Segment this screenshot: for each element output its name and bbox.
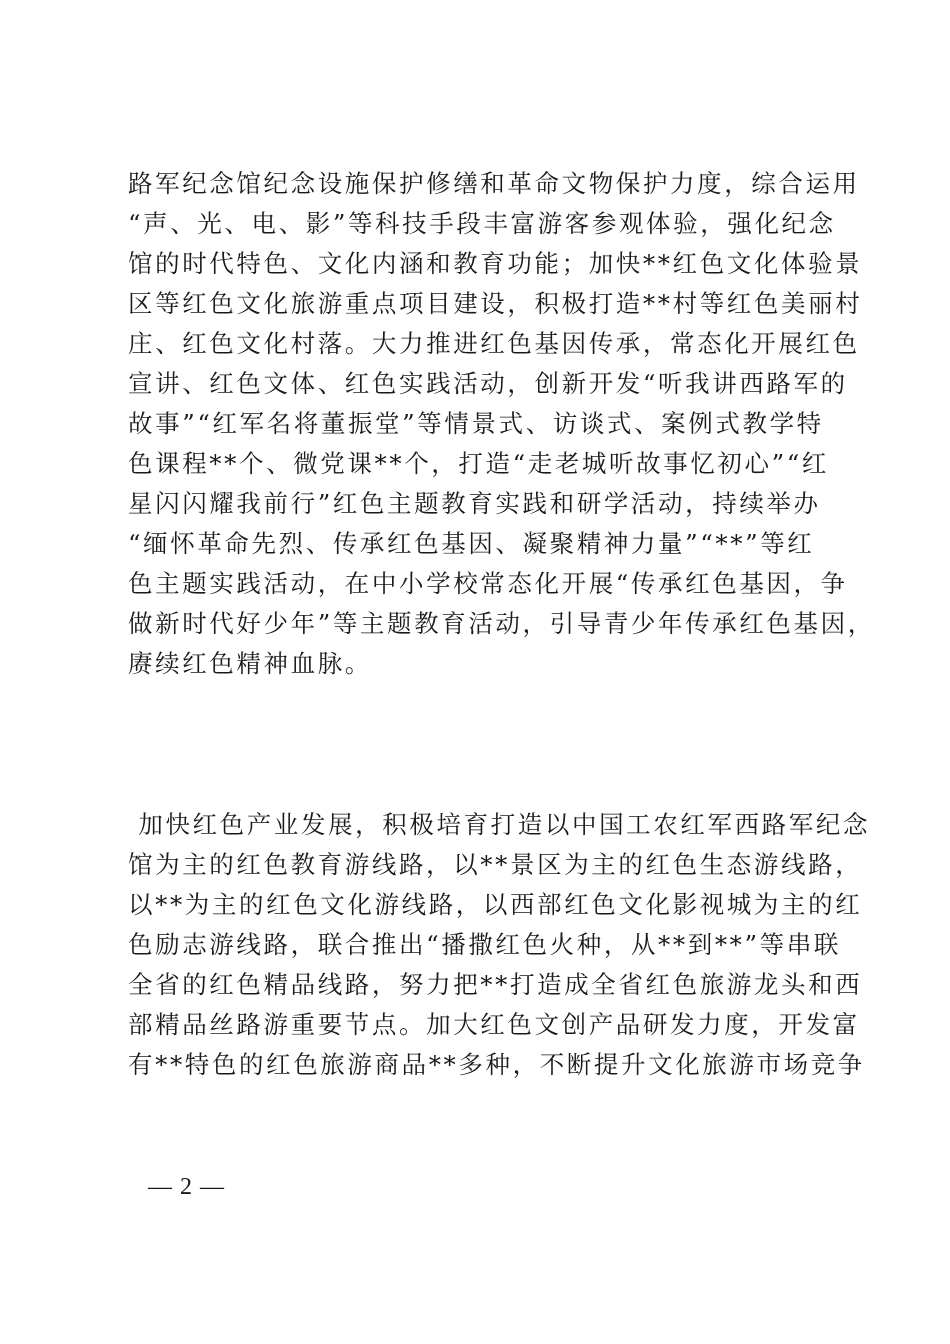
text-line: 有**特色的红色旅游商品**多种，不断提升文化旅游市场竞争 bbox=[128, 1050, 865, 1079]
text-line: 宣讲、红色文体、红色实践活动，创新开发“听我讲西路军的 bbox=[128, 369, 848, 398]
text-line: 路军纪念馆纪念设施保护修缮和革命文物保护力度，综合运用 bbox=[128, 169, 860, 198]
text-line: 故事”“红军名将董振堂”等情景式、访谈式、案例式教学特 bbox=[128, 409, 824, 438]
text-line: 色励志游线路，联合推出“播撒红色火种，从**到**”等串联 bbox=[128, 930, 841, 959]
text-line: 赓续红色精神血脉。 bbox=[128, 649, 372, 678]
paragraph-1 bbox=[128, 164, 875, 684]
text-line: 加快红色产业发展，积极培育打造以中国工农红军西路军纪念 bbox=[128, 810, 871, 839]
text-line: 馆为主的红色教育游线路，以**景区为主的红色生态游线路， bbox=[128, 850, 863, 879]
text-line: 色课程**个、微党课**个，打造“走老城听故事忆初心”“红 bbox=[128, 449, 829, 478]
text-line: “缅怀革命先烈、传承红色基因、凝聚精神力量”“**”等红 bbox=[128, 529, 815, 558]
text-line: “声、光、电、影”等科技手段丰富游客参观体验，强化纪念 bbox=[128, 209, 836, 238]
page-number: — 2 — bbox=[148, 1174, 225, 1200]
text-line: 做新时代好少年”等主题教育活动，引导青少年传承红色基因， bbox=[128, 609, 875, 638]
text-line: 区等红色文化旅游重点项目建设，积极打造**村等红色美丽村 bbox=[128, 289, 863, 318]
text-line: 全省的红色精品线路，努力把**打造成全省红色旅游龙头和西 bbox=[128, 970, 863, 999]
text-line: 庄、红色文化村落。大力推进红色基因传承，常态化开展红色 bbox=[128, 329, 860, 358]
paragraph-2 bbox=[128, 805, 871, 1085]
text-line: 以**为主的红色文化游线路，以西部红色文化影视城为主的红 bbox=[128, 890, 863, 919]
text-line: 色主题实践活动，在中小学校常态化开展“传承红色基因，争 bbox=[128, 569, 848, 598]
text-line: 部精品丝路游重要节点。加大红色文创产品研发力度，开发富 bbox=[128, 1010, 860, 1039]
text-line: 星闪闪耀我前行”红色主题教育实践和研学活动，持续举办 bbox=[128, 489, 821, 518]
text-line: 馆的时代特色、文化内涵和教育功能；加快**红色文化体验景 bbox=[128, 249, 863, 278]
